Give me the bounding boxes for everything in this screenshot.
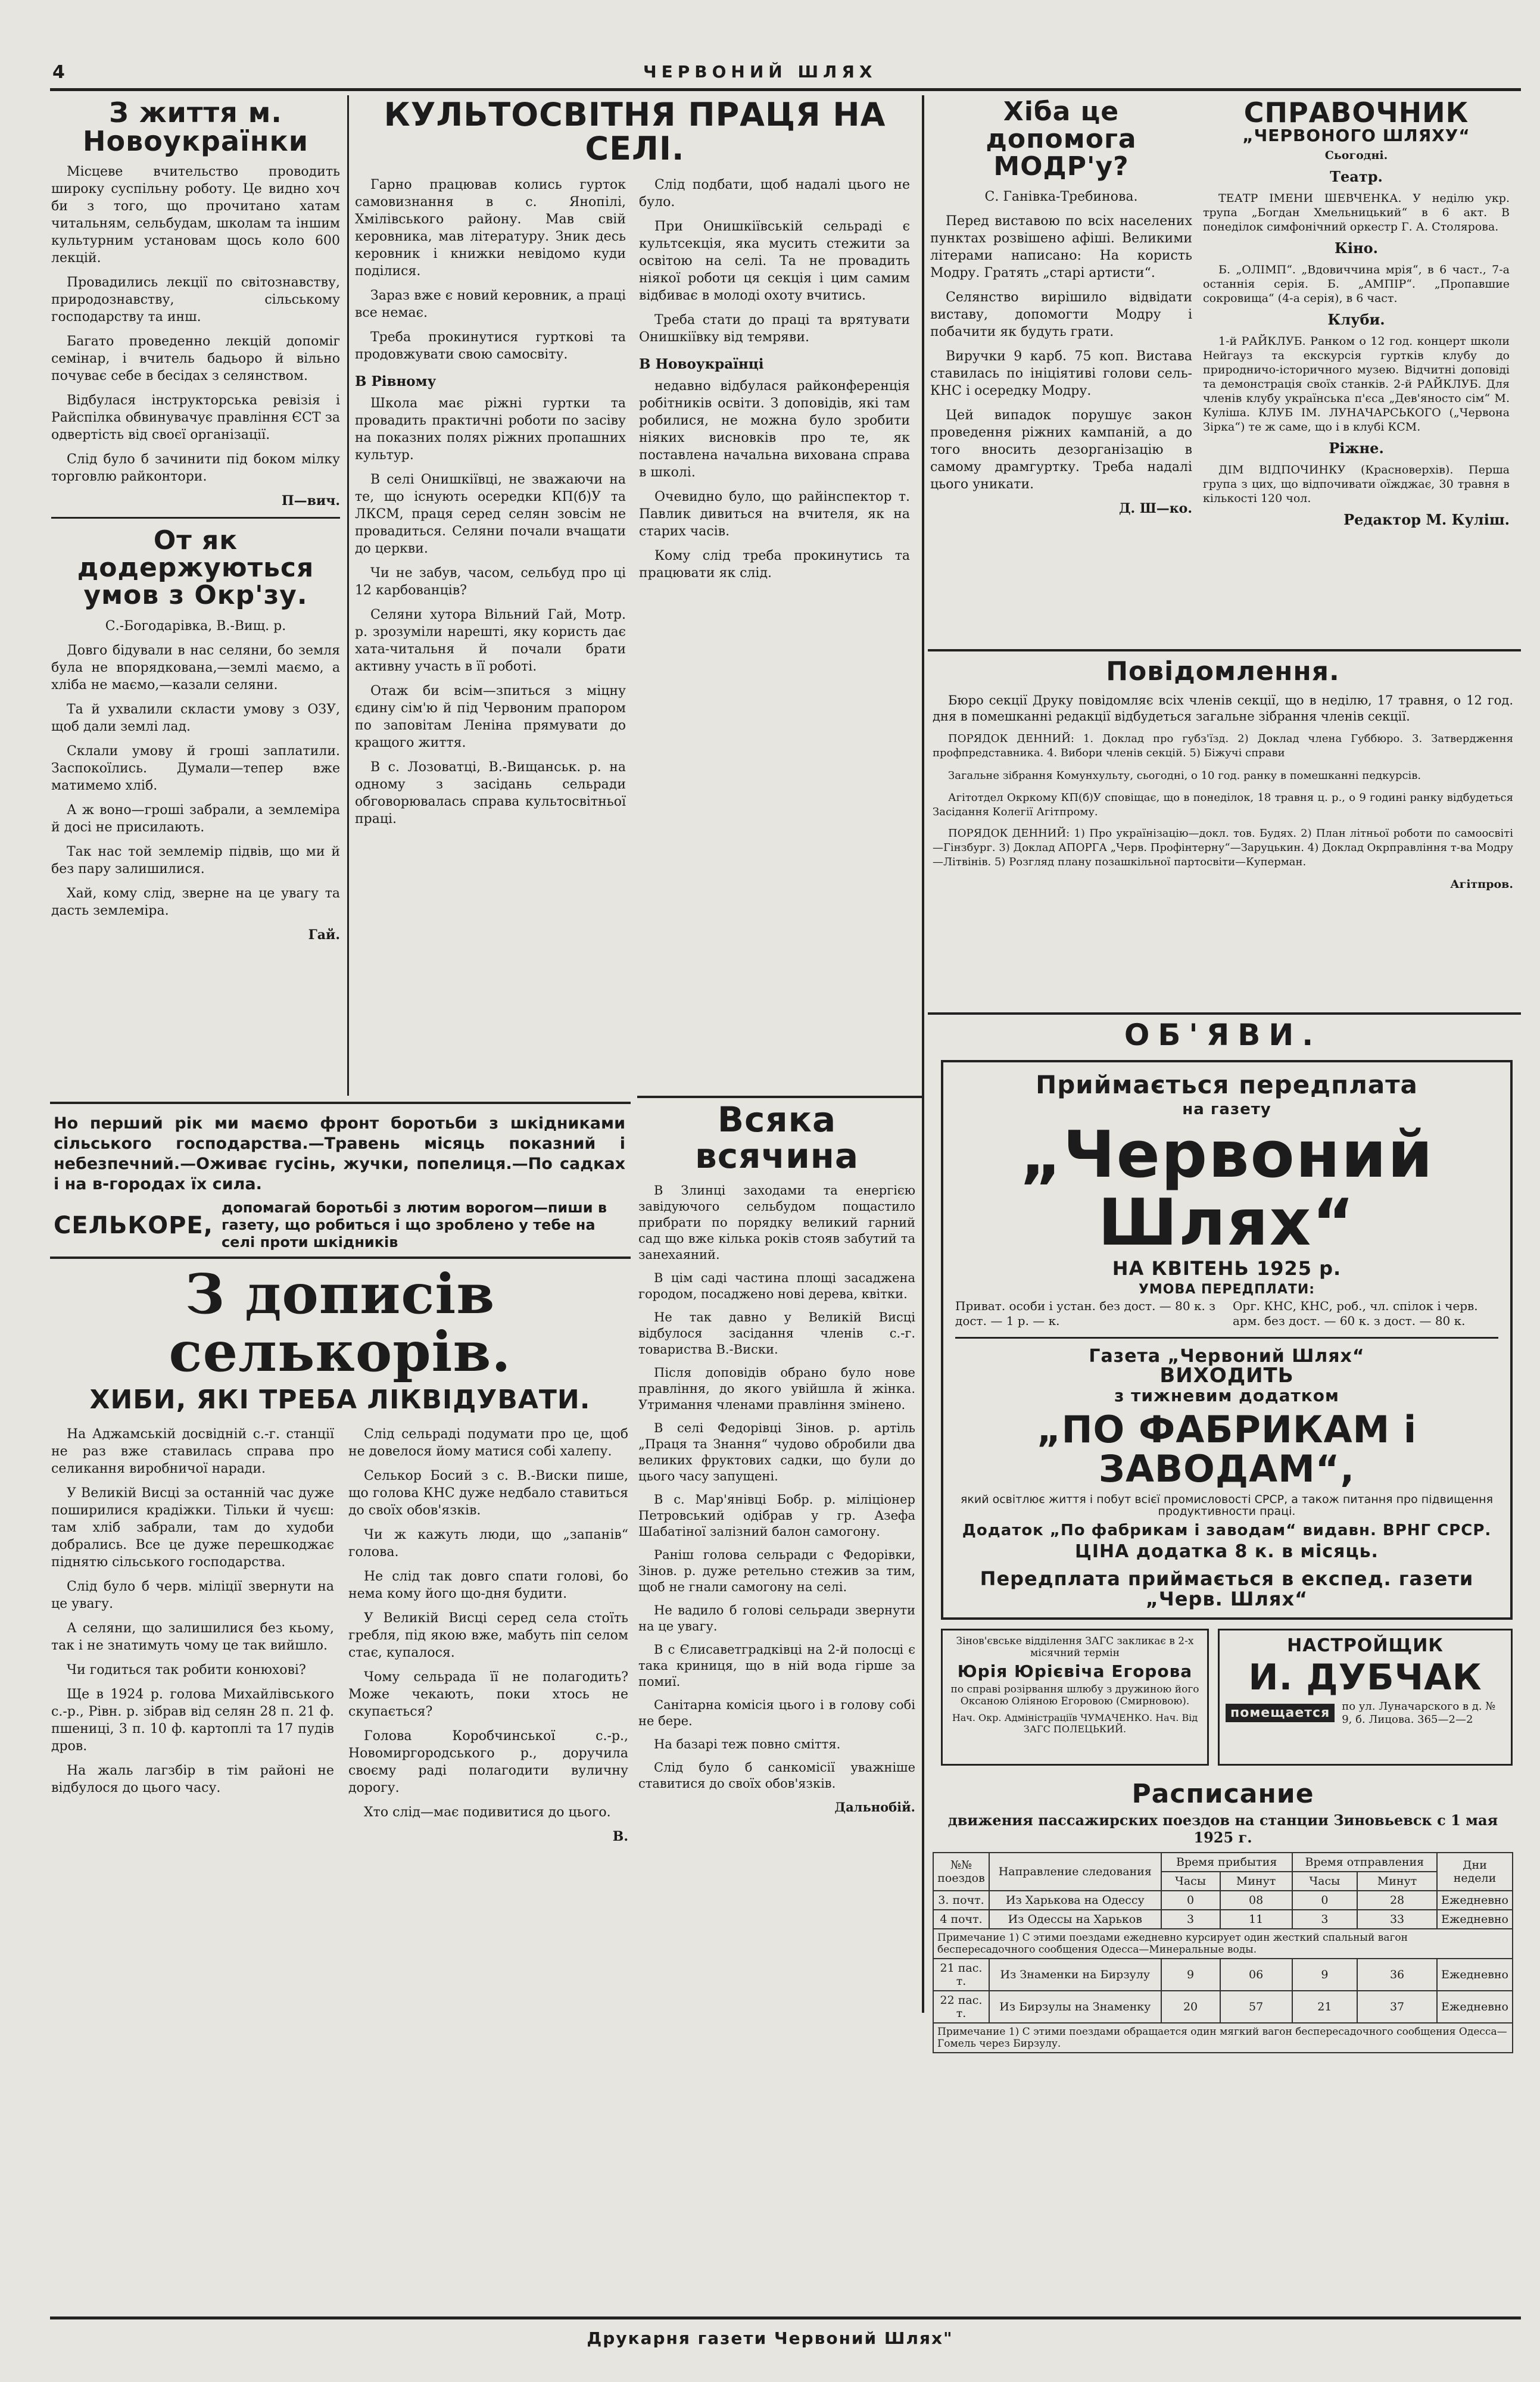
notice: Бюро секції Друку повідомляє всіх членів секції, що в неділю, 17 травня, о 12 год. дня в помешканні редакції відбудеться загальне зібрання членів секції. xyxy=(933,693,1513,724)
masthead: ЧЕРВОНИЙ ШЛЯХ xyxy=(643,62,877,82)
printer-line: Друкарня газети Червоний Шлях" xyxy=(587,2328,953,2348)
tuner-address: по ул. Луначарского в д. № 9, б. Лицова. 365—2—2 xyxy=(1342,1700,1496,1726)
subscription-ad xyxy=(941,1060,1513,1620)
paragraph: Слід було б черв. міліції звернути на це увагу. xyxy=(51,1579,334,1612)
supplement-line: Газета „Червоний Шлях“ xyxy=(1089,1345,1365,1367)
clubs-heading: Клуби. xyxy=(1327,310,1385,328)
paragraph: Санітарна комісія цього і в голову собі не бере. xyxy=(638,1697,915,1728)
miscellany-article xyxy=(638,1099,915,1822)
subscription-line: на газету xyxy=(1182,1100,1271,1119)
zags-text: по справі розірвання шлюбу з дружиною його Оксаною Оліяною Егоровою (Смирновою). xyxy=(950,1683,1199,1708)
table-cell: 21 xyxy=(1292,1991,1357,2023)
theatre-heading: Театр. xyxy=(1330,167,1383,185)
paragraph: Отаж би всім—зпиться з міцну єдину сім'ю й під Червоним прапором по заповітам Леніна прямувати до кращого життя. xyxy=(355,684,626,751)
zags-signature: Нач. Окр. Адміністраціїв ЧУМАЧЕНКО. Нач. Від ЗАГС ПОЛЕЦЬКИЙ. xyxy=(952,1712,1198,1735)
paper-name: „Червоний Шлях“ xyxy=(1020,1118,1434,1260)
table-cell: 3. почт. xyxy=(933,1891,989,1910)
table-cell: 37 xyxy=(1357,1991,1437,2023)
misc-text: ДІМ ВІДПОЧИНКУ (Красноверхів). Перша група з цих, що відпочивати оїжджає, 30 травня в кількості 120 чол. xyxy=(1203,463,1510,505)
table-cell: Из Бирзулы на Знаменку xyxy=(989,1991,1161,2023)
banner-text: Но перший рік ми маємо фронт боротьби з шкідниками сільського господарства.—Травень місяць показний і небезпечний.—Оживає гусінь, жучки, попелиця.—По садках і на в-городах їх сила. xyxy=(54,1114,625,1193)
paragraph: На базарі теж повно сміття. xyxy=(654,1736,841,1751)
paragraph: Не слід так довго спати голові, бо нема кому його що-дня будити. xyxy=(348,1569,628,1602)
notices-title: Повідомлення. xyxy=(1106,656,1340,687)
table-cell: 57 xyxy=(1220,1991,1292,2023)
paragraph: Чому сельрада її не полагодить? Може чекають, поки хтось не скупається? xyxy=(348,1670,628,1720)
paragraph: Провадились лекції по світознавству, природознавству, сільському господарству та инш. xyxy=(51,275,340,325)
table-cell: Ежедневно xyxy=(1437,1991,1513,2023)
footer-rule xyxy=(50,2316,1521,2319)
schedule-table xyxy=(933,1852,1513,2053)
supplement-editor: Додаток „По фабрикам і заводам“ видавн. ВРНГ СРСР. xyxy=(962,1521,1492,1539)
paragraph: А ж воно—гроші забрали, а землеміра й досі не присилають. xyxy=(51,803,340,835)
paragraph: Селькор Босий з с. В.-Виски пише, що голова КНС дуже недбало ставиться до своїх обов'язків. xyxy=(348,1469,628,1519)
table-cell: 20 xyxy=(1161,1991,1220,2023)
table-cell: 21 пас. т. xyxy=(933,1959,989,1991)
modr-article xyxy=(930,98,1192,525)
divider xyxy=(51,517,340,519)
table-cell: 06 xyxy=(1220,1959,1292,1991)
schedule-header: Время прибытия xyxy=(1161,1853,1292,1872)
table-row xyxy=(933,1991,1513,2023)
header-rule xyxy=(50,88,1521,91)
notice-signature: Агітпров. xyxy=(1450,878,1513,891)
paragraph: Зараз вже є новий керовник, а праці все немає. xyxy=(355,288,626,321)
paragraph: Не так давно у Великій Висці відбулося засідання членів с.-г. товариства В.-Виски. xyxy=(638,1310,915,1357)
paragraph: Гарно працював колись гурток самовизнання в с. Янопілі, Хмілівського району. Мав свій керовника, мав літературу. Зник десь керовник і книжки невідомо куди поділися. xyxy=(355,177,626,279)
divider xyxy=(928,1012,1521,1015)
divider xyxy=(50,1257,631,1259)
subheading: В Рівному xyxy=(355,373,437,390)
paragraph: Виручки 9 карб. 75 коп. Вистава ставилась по ініціятиві голови сель-КНС і осередку Модру. xyxy=(930,348,1192,398)
signature: В. xyxy=(612,1829,628,1845)
subscription-month: НА КВІТЕНЬ 1925 р. xyxy=(1112,1257,1342,1280)
paragraph: В селі Федорівці Зінов. р. артіль „Праця та Знання“ чудово обробили два великих фруктових садки, що були до цього часу запущені. xyxy=(638,1420,915,1483)
section-title: З дописів селькорів. xyxy=(169,1262,512,1384)
paragraph: Відбулася інструкторська ревізія і Райспілка обвинувачує правління ЄСТ за одвертість від своєї організації. xyxy=(51,392,340,442)
pest-banner xyxy=(54,1114,625,1251)
supplement-text: який освітлює життя і побут всієї промисловості СРСР, а також питання про підвищення продуктивности праці. xyxy=(960,1492,1494,1518)
editor: Редактор М. Куліш. xyxy=(1343,510,1510,528)
paragraph: В с. Мар'янівці Бобр. р. міліціонер Петровський одібрав у гр. Азефа Шабатіної залізний балон самогону. xyxy=(638,1492,915,1539)
notice: Агітотдел Окркому КП(б)У сповіщає, що в понеділок, 18 травня ц. р., о 9 годині ранку відбудеться Засідання Колегії Агітпрому. xyxy=(933,791,1513,819)
paragraph: Так нас той землемір підвів, що ми й без пару залишилися. xyxy=(51,844,340,877)
guide-title: СПРАВОЧНИК xyxy=(1243,96,1469,129)
paragraph: При Онишкіївській сельраді є культсекція, яка мусить стежити за освітою на селі. Та не провадить ніякої роботи ця секція і цим самим відбиває в молоді охоту вчитись. xyxy=(639,219,910,304)
paragraph: На Аджамській досвідній с.-г. станції не раз вже ставилась справа про селикання виробничої наради. xyxy=(51,1427,334,1477)
table-cell: 33 xyxy=(1357,1910,1437,1929)
ads-title: ОБ'ЯВИ. xyxy=(1124,1018,1322,1052)
paragraph: Після доповідів обрано було нове правління, до якого увійшла й жінка. Утримання членами правління змінено. xyxy=(638,1365,915,1412)
paragraph: Чи годиться так робити конюхові? xyxy=(67,1663,306,1678)
misc-heading: Ріжне. xyxy=(1329,439,1384,457)
column-divider xyxy=(347,95,349,1096)
paragraph: Голова Коробчинської с.-р., Новомиргородського р., доручила своєму раді полагодити вуличну дорогу. xyxy=(348,1729,628,1796)
notice: Загальне зібрання Комунхульту, сьогодні, о 10 год. ранку в помешканні педкурсів. xyxy=(948,769,1421,782)
zags-notice xyxy=(941,1629,1209,1766)
schedule-subheader: Часы xyxy=(1161,1872,1220,1891)
divider xyxy=(637,1096,923,1098)
signature: Дальнобій. xyxy=(834,1799,915,1814)
conditions-right: Орг. КНС, КНС, роб., чл. спілок і черв. арм. без дост. — 60 к. з дост. — 80 к. xyxy=(1233,1298,1478,1328)
paragraph: Ще в 1924 р. голова Михайлівського с.-р., Рівн. р. зібрав від селян 28 п. 21 ф. пшениці, 3 п. 10 ф. картоплі та 17 пудів дров. xyxy=(51,1687,334,1754)
paragraph: Чи не забув, часом, сельбуд про ці 12 карбованців? xyxy=(355,566,626,598)
guide-subtitle: „ЧЕРВОНОГО ШЛЯХУ“ xyxy=(1242,126,1470,146)
paragraph: В цім саді частина площі засаджена городом, посаджено нові дерева, квітки. xyxy=(638,1270,915,1301)
schedule-header: Дни недели xyxy=(1437,1853,1513,1891)
paragraph: Довго бідували в нас селяни, бо земля була не впорядкована,—землі маємо, а хліба не маємо,—казали селяни. xyxy=(51,643,340,693)
notice-agenda: ПОРЯДОК ДЕННИЙ: 1) Про українізацію—докл. тов. Будях. 2) План літньої роботи по самоосвіті—Гінзбург. 3) Доклад АПОРГА „Черв. Профінтерну“—Заруцькин. 4) Доклад Окрправління т-ва Модру—Літвінів. 5) Розгляд плану позашкільної партосвіти—Куперман. xyxy=(933,827,1513,869)
paragraph: Школа має ріжні гуртки та провадить практичні роботи по засіву на показних полях ріжних пропашних культур. xyxy=(355,396,626,463)
table-cell: Ежедневно xyxy=(1437,1910,1513,1929)
notice-agenda: ПОРЯДОК ДЕННИЙ: 1. Доклад про губз'їзд. 2) Доклад члена Губбюро. 3. Затвердження профпредставника. 4. Вибори членів секцій. 5) Біжучі справи xyxy=(933,732,1513,760)
table-cell: 36 xyxy=(1357,1959,1437,1991)
table-cell: 9 xyxy=(1292,1959,1357,1991)
subscription-footer: Передплата приймається в експед. газети „Черв. Шлях“ xyxy=(980,1567,1474,1610)
page-number: 4 xyxy=(52,62,65,83)
table-cell: 0 xyxy=(1161,1891,1220,1910)
paragraph: В с. Лозоватці, В.-Вищанськ. р. на одному з засідань сельради обговорювалась справа культосвітньої праці. xyxy=(355,760,626,827)
table-cell: 11 xyxy=(1220,1910,1292,1929)
table-cell: Ежедневно xyxy=(1437,1959,1513,1991)
article-title: КУЛЬТОСВІТНЯ ПРАЦЯ НА СЕЛІ. xyxy=(384,96,886,167)
schedule-header: Направление следования xyxy=(989,1853,1161,1891)
paragraph: У Великій Висці за останній час дуже поширилися крадіжки. Тільки й чуєш: там хліб забрали, там до худоби добрались. Все це дуже перешкоджає піднятю сільського господарства. xyxy=(51,1486,334,1570)
paragraph: Багато проведенно лекцій допомiг семінар, і вчитель бадьоро й вільно почуває себе в бесідах з селянством. xyxy=(51,333,340,384)
table-cell: 3 xyxy=(1292,1910,1357,1929)
paragraph: А селяни, що залишилися без кьому, так і не знатимуть чому це так вийшло. xyxy=(51,1621,334,1654)
signature: Д. Ш—ко. xyxy=(1119,500,1192,516)
table-note-row xyxy=(933,2023,1513,2053)
paragraph: В с Єлисаветградківці на 2-й полосці є така криниця, що в ній вода гірше за помиї. xyxy=(638,1642,915,1689)
table-cell: Из Харькова на Одессу xyxy=(989,1891,1161,1910)
schedule-subheader: Часы xyxy=(1292,1872,1357,1891)
table-cell: 22 пас. т. xyxy=(933,1991,989,2023)
paragraph: Слід сельраді подумати про це, щоб не довелося йому матися собі халепу. xyxy=(348,1427,628,1460)
zags-name: Юрія Юрієвіча Егорова xyxy=(957,1661,1193,1681)
schedule-header: №№ поездов xyxy=(933,1853,989,1891)
supplement-line: з тижневим додатком xyxy=(1114,1386,1339,1406)
schedule-subtitle: движения пассажирских поездов на станции Зиновьевск с 1 мая 1925 г. xyxy=(947,1812,1498,1847)
selkore-label: СЕЛЬКОРЕ, xyxy=(54,1211,213,1239)
divider xyxy=(928,649,1521,651)
paragraph: Слід подбати, щоб надалі цього не було. xyxy=(639,177,910,210)
table-note-row xyxy=(933,1929,1513,1959)
table-note: Примечание 1) С этими поездами ежедневно курсирует один жесткий спальный вагон беспересадочного сообщения Одесса—Минеральные воды. xyxy=(933,1929,1513,1959)
paragraph: Слід було б зачинити під боком мілку торговлю райконтори. xyxy=(51,451,340,484)
table-cell: 9 xyxy=(1161,1959,1220,1991)
supplement-name: „ПО ФАБРИКАМ і ЗАВОДАМ“, xyxy=(1036,1408,1417,1491)
tuner-ad xyxy=(1218,1629,1513,1766)
table-cell: 28 xyxy=(1357,1891,1437,1910)
table-cell: 3 xyxy=(1161,1910,1220,1929)
clubs-text: 1-й РАЙКЛУБ. Ранком о 12 год. концерт школи Нейгауз та екскурсія гуртків клубу до природничо-історичного музею. Відчитні доповіді та демонстрація своїх станків. 2-й РАЙКЛУБ. Для членів клубу українська п'єса „Дев'яносто сім“ М. Куліша. КЛУБ ІМ. ЛУНАЧАРСЬКОГО („Червона Зірка“) те ж саме, що і в клубі КСМ. xyxy=(1203,334,1510,434)
paragraph: Селяни хутора Вільний Гай, Мотр. р. зрозуміли нарешті, яку користь дає хата-читальня й почали брати активну участь в її роботі. xyxy=(355,607,626,675)
guide-today: Сьогодні. xyxy=(1324,148,1388,162)
cinema-heading: Кіно. xyxy=(1335,239,1378,257)
tuner-label: НАСТРОЙЩИК xyxy=(1287,1635,1444,1656)
paragraph: Кому слід треба прокинутись та працювати як слід. xyxy=(639,548,910,581)
paragraph: Хай, кому слід, зверне на це увагу та дасть землеміра. xyxy=(51,886,340,919)
culture-article xyxy=(355,98,915,835)
table-cell: 4 почт. xyxy=(933,1910,989,1929)
theatre-text: ТЕАТР ІМЕНИ ШЕВЧЕНКА. У неділю укр. трупа „Богдан Хмельницький“ в 6 акт. В понеділок симфонічний оркестр Г. А. Столярова. xyxy=(1203,191,1510,233)
divider xyxy=(50,1102,631,1104)
table-cell: Из Знаменки на Бирзулу xyxy=(989,1959,1161,1991)
table-cell: 08 xyxy=(1220,1891,1292,1910)
column-divider xyxy=(922,95,924,2013)
selkore-text: допомагай боротьбі з лютим ворогом—пиши в газету, що робиться і що зроблено у тебе на селі проти шкідників xyxy=(221,1199,607,1251)
supplement-price: ЦІНА додатка 8 к. в місяць. xyxy=(1075,1541,1379,1562)
table-row xyxy=(933,1891,1513,1910)
paragraph: Чи ж кажуть люди, що „запанів“ голова. xyxy=(348,1527,628,1560)
divider xyxy=(955,1337,1498,1339)
paragraph: Цей випадок порушує закон проведення ріжних кампаній, а до того вносить дезорганізацію в самому драмгуртку. Треба надалі цього уникати. xyxy=(930,407,1192,492)
paragraph: В селі Онишкіївці, не зважаючи на те, що існують осередки КП(б)У та ЛКСМ, праця серед селян зовсім не провадиться. Селяни почали вчащати до церкви. xyxy=(355,472,626,557)
schedule-subheader: Минут xyxy=(1357,1872,1437,1891)
section-subtitle: ХИБИ, ЯКІ ТРЕБА ЛІКВІДУВАТИ. xyxy=(89,1385,591,1416)
paragraph: Перед виставою по всіх населених пунктах розвішено афіші. Великими літерами написано: На користь Модру. Гратять „старі артисти“. xyxy=(930,213,1192,280)
tuner-place-label: помещается xyxy=(1226,1704,1335,1722)
dateline: С. Ганівка-Требинова. xyxy=(984,189,1138,204)
conditions-heading: УМОВА ПЕРЕДПЛАТИ: xyxy=(1138,1282,1315,1297)
dateline: С.-Богодарівка, В.-Вищ. р. xyxy=(105,619,286,634)
selkor-reports xyxy=(51,1262,629,1853)
signature: Гай. xyxy=(308,927,340,943)
paragraph: Очевидно було, що райінспектор т. Павлик дивиться на вчителя, як на старих часів. xyxy=(639,490,910,540)
reference-guide xyxy=(1203,98,1510,534)
subheading: В Новоукраїнці xyxy=(639,356,764,373)
paragraph: Слід було б санкомісії уважніше ставитися до своїх обов'язків. xyxy=(638,1760,915,1791)
schedule-title: Расписание xyxy=(1131,1779,1314,1809)
table-note: Примечание 1) С этими поездами обращается один мягкий вагон беспересадочного сообщения Одесса—Гомель через Бирзулу. xyxy=(933,2023,1513,2053)
paragraph: недавно відбулася райконференція робітників освіти. З доповідів, які там робилися, не можна було зробити ніяких висновків про те, як поставлена начальна вихована справа в школі. xyxy=(639,379,910,481)
schedule-header: Время отправления xyxy=(1292,1853,1437,1872)
article-title: Хіба це допомога МОДР'у? xyxy=(986,96,1137,182)
paragraph: Місцеве вчительство проводить широку суспільну роботу. Це видно хоч би з того, що прочитано хатам читальням, сельбудам, школам та іншим культурним установам щось коло 600 лекцій. xyxy=(51,164,340,266)
novoukrainka-article xyxy=(51,98,340,951)
subscription-line: Приймається передплата xyxy=(1036,1070,1418,1099)
paragraph: В Злинці заходами та енергією завідуючого сельбудом пощастило прибрати по порядку великий гарний сад що вже кілька років стояв забутий та занехаяний. xyxy=(638,1183,915,1262)
paragraph: Треба прокинутися гурткові та продовжувати свою самосвіту. xyxy=(355,330,626,363)
paragraph: Склали умову й гроші заплатили. Заспокоїлись. Думали—тепер вже матимемо хліб. xyxy=(51,744,340,794)
paragraph: У Великій Висці серед села стоїть гребля, під якою вже, мабуть піп селом стає, купалося. xyxy=(348,1611,628,1661)
schedule-subheader: Минут xyxy=(1220,1872,1292,1891)
paragraph: Хто слід—має подивитися до цього. xyxy=(364,1805,611,1820)
paragraph: Раніш голова сельради с Федорівки, Зінов. р. дуже ретельно стежив за тим, щоб не гнали самогону на селі. xyxy=(638,1547,915,1594)
cinema-text: Б. „ОЛІМП“. „Вдовиччина мрія“, в 6 част., 7-а останнія серія. Б. „АМПІР“. „Пропавшие сокровища“ (4-а серія), в 6 част. xyxy=(1203,263,1510,305)
supplement-line: ВИХОДИТЬ xyxy=(1159,1364,1294,1388)
paragraph: Та й ухвалили скласти умову з ОЗУ, щоб дали землі лад. xyxy=(51,702,340,735)
article-title: З життя м. Новоукраїнки xyxy=(83,96,308,158)
conditions-left: Приват. особи і устан. без дост. — 80 к. з дост. — 1 р. — к. xyxy=(955,1298,1216,1328)
table-row xyxy=(933,1910,1513,1929)
tuner-name: И. ДУБЧАК xyxy=(1248,1656,1482,1698)
paragraph: Селянство вирішило відвідати виставу, допомогти Модру і побачити як будуть грати. xyxy=(930,289,1192,339)
train-schedule xyxy=(933,1781,1513,2053)
table-cell: 0 xyxy=(1292,1891,1357,1910)
table-cell: Из Одессы на Харьков xyxy=(989,1910,1161,1929)
zags-text: Зінов'євське відділення ЗАГС закликає в 2-х місячний термін xyxy=(956,1635,1194,1659)
article-title: От як додержуються умов з Окр'зу. xyxy=(77,525,314,610)
table-cell: Ежедневно xyxy=(1437,1891,1513,1910)
notices-section xyxy=(933,658,1513,900)
signature: П—вич. xyxy=(281,492,340,509)
paragraph: Треба стати до праці та врятувати Онишкіївку від темряви. xyxy=(639,313,910,345)
table-row xyxy=(933,1959,1513,1991)
article-title: Всяка всячина xyxy=(695,1099,859,1176)
paragraph: На жаль лагзбір в тім районі не відбулося до цього часу. xyxy=(51,1763,334,1796)
paragraph: Не вадило б голові сельради звернути на це увагу. xyxy=(638,1602,915,1633)
